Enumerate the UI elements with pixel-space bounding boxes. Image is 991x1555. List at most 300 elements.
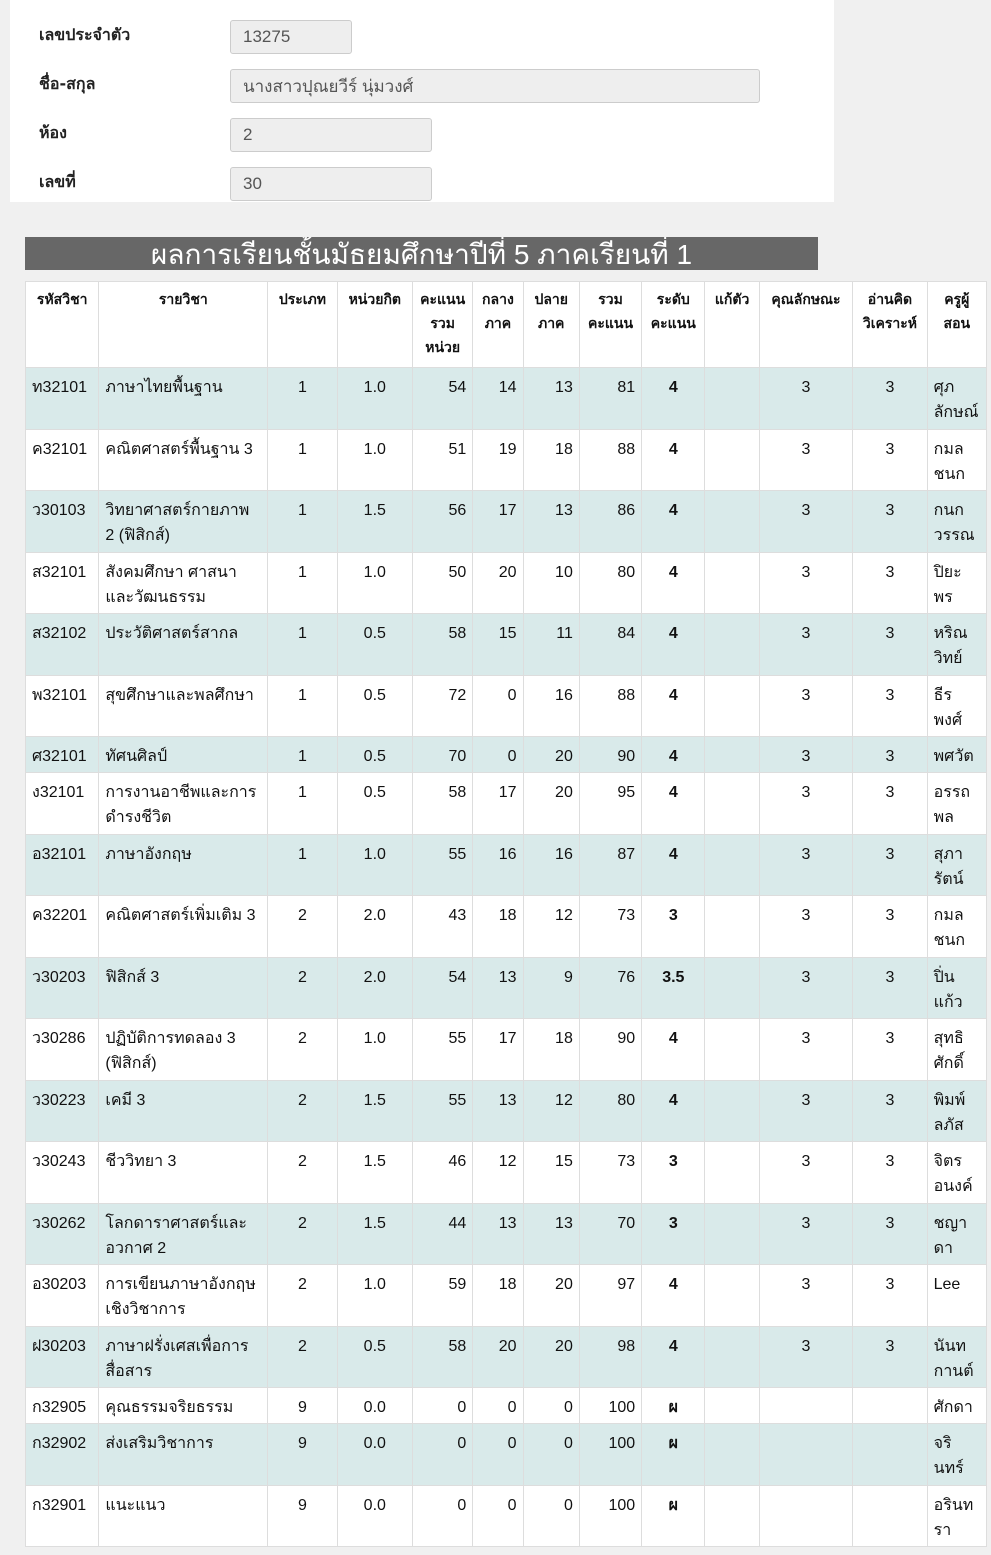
cell-final: 18 (523, 429, 579, 491)
cell-retake (705, 1388, 759, 1424)
cell-retake (705, 491, 759, 553)
cell-total: 80 (579, 552, 641, 614)
cell-retake (705, 552, 759, 614)
cell-type: 1 (268, 368, 337, 430)
cell-character: 3 (759, 552, 852, 614)
cell-code: ค32201 (26, 896, 99, 958)
cell-midterm: 16 (473, 834, 523, 896)
cell-midterm: 13 (473, 1203, 523, 1265)
cell-final: 20 (523, 737, 579, 773)
grades-table-container (25, 281, 987, 1547)
cell-retake (705, 368, 759, 430)
cell-retake (705, 1019, 759, 1081)
cell-grade: 4 (642, 1019, 705, 1081)
cell-total: 95 (579, 773, 641, 835)
col-header-reading: อ่านคิดวิเคราะห์ (853, 282, 927, 368)
cell-final: 20 (523, 1326, 579, 1388)
cell-total: 88 (579, 675, 641, 737)
cell-subject: วิทยาศาสตร์กายภาพ 2 (ฟิสิกส์) (99, 491, 268, 553)
cell-unit-score: 56 (413, 491, 473, 553)
cell-teacher: ปิยะพร (927, 552, 986, 614)
cell-type: 2 (268, 1203, 337, 1265)
cell-total: 100 (579, 1424, 641, 1486)
cell-type: 1 (268, 834, 337, 896)
cell-unit-score: 46 (413, 1142, 473, 1204)
cell-type: 9 (268, 1388, 337, 1424)
cell-type: 2 (268, 1019, 337, 1081)
grades-table (25, 281, 987, 1547)
cell-midterm: 17 (473, 1019, 523, 1081)
cell-type: 2 (268, 1265, 337, 1327)
cell-total: 70 (579, 1203, 641, 1265)
cell-total: 90 (579, 737, 641, 773)
table-row (26, 368, 987, 430)
cell-total: 100 (579, 1388, 641, 1424)
cell-code: ว30243 (26, 1142, 99, 1204)
cell-code: ส32102 (26, 614, 99, 676)
cell-subject: คณิตศาสตร์พื้นฐาน 3 (99, 429, 268, 491)
cell-grade: 4 (642, 1265, 705, 1327)
cell-code: ก32901 (26, 1485, 99, 1547)
cell-character: 3 (759, 834, 852, 896)
table-row (26, 1203, 987, 1265)
cell-final: 20 (523, 773, 579, 835)
table-row (26, 675, 987, 737)
cell-reading: 3 (853, 1203, 927, 1265)
cell-type: 1 (268, 491, 337, 553)
cell-final: 13 (523, 491, 579, 553)
student-name-row (10, 67, 834, 107)
cell-unit-score: 54 (413, 368, 473, 430)
cell-final: 11 (523, 614, 579, 676)
cell-final: 12 (523, 1080, 579, 1142)
cell-unit-score: 58 (413, 1326, 473, 1388)
cell-grade: 4 (642, 834, 705, 896)
cell-subject: ส่งเสริมวิชาการ (99, 1424, 268, 1486)
cell-teacher: ธีรพงศ์ (927, 675, 986, 737)
cell-final: 10 (523, 552, 579, 614)
cell-grade: 4 (642, 491, 705, 553)
cell-total: 81 (579, 368, 641, 430)
number-row (10, 166, 834, 206)
cell-midterm: 0 (473, 1388, 523, 1424)
cell-type: 9 (268, 1424, 337, 1486)
cell-midterm: 15 (473, 614, 523, 676)
cell-character: 3 (759, 368, 852, 430)
cell-unit-score: 0 (413, 1388, 473, 1424)
cell-total: 88 (579, 429, 641, 491)
room-label: ห้อง (39, 123, 67, 142)
cell-reading: 3 (853, 1265, 927, 1327)
cell-grade: 4 (642, 552, 705, 614)
cell-reading (853, 1485, 927, 1547)
table-row (26, 1142, 987, 1204)
cell-retake (705, 1142, 759, 1204)
cell-total: 87 (579, 834, 641, 896)
cell-credit: 0.0 (337, 1424, 412, 1486)
cell-subject: ภาษาไทยพื้นฐาน (99, 368, 268, 430)
cell-subject: ฟิสิกส์ 3 (99, 957, 268, 1019)
cell-credit: 0.0 (337, 1485, 412, 1547)
cell-teacher: อรรถพล (927, 773, 986, 835)
table-header-row (26, 282, 987, 368)
cell-grade: ผ (642, 1424, 705, 1486)
cell-midterm: 20 (473, 552, 523, 614)
cell-code: ว30203 (26, 957, 99, 1019)
cell-midterm: 17 (473, 491, 523, 553)
cell-total: 100 (579, 1485, 641, 1547)
cell-reading: 3 (853, 1019, 927, 1081)
cell-reading (853, 1424, 927, 1486)
cell-midterm: 17 (473, 773, 523, 835)
cell-final: 16 (523, 834, 579, 896)
student-id-field[interactable] (230, 20, 352, 54)
cell-reading: 3 (853, 1326, 927, 1388)
cell-midterm: 20 (473, 1326, 523, 1388)
cell-subject: ภาษาฝรั่งเศสเพื่อการสื่อสาร (99, 1326, 268, 1388)
cell-final: 0 (523, 1388, 579, 1424)
table-row (26, 491, 987, 553)
cell-grade: 3 (642, 1203, 705, 1265)
cell-retake (705, 675, 759, 737)
table-row (26, 773, 987, 835)
cell-total: 86 (579, 491, 641, 553)
cell-teacher: อรินทรา (927, 1485, 986, 1547)
cell-character: 3 (759, 896, 852, 958)
cell-credit: 1.5 (337, 491, 412, 553)
cell-credit: 0.5 (337, 773, 412, 835)
cell-credit: 0.5 (337, 737, 412, 773)
cell-subject: การงานอาชีพและการดำรงชีวิต (99, 773, 268, 835)
cell-grade: 4 (642, 773, 705, 835)
cell-code: ว30103 (26, 491, 99, 553)
table-row (26, 1019, 987, 1081)
cell-character (759, 1485, 852, 1547)
cell-subject: โลกดาราศาสตร์และอวกาศ 2 (99, 1203, 268, 1265)
number-field[interactable] (230, 167, 432, 201)
table-row (26, 896, 987, 958)
cell-reading: 3 (853, 1080, 927, 1142)
cell-code: ท32101 (26, 368, 99, 430)
cell-retake (705, 614, 759, 676)
cell-teacher: กมลชนก (927, 896, 986, 958)
cell-credit: 0.0 (337, 1388, 412, 1424)
cell-type: 1 (268, 614, 337, 676)
table-row (26, 957, 987, 1019)
cell-unit-score: 58 (413, 773, 473, 835)
cell-character: 3 (759, 773, 852, 835)
cell-type: 2 (268, 1080, 337, 1142)
cell-subject: ชีววิทยา 3 (99, 1142, 268, 1204)
cell-reading: 3 (853, 368, 927, 430)
cell-total: 80 (579, 1080, 641, 1142)
cell-retake (705, 429, 759, 491)
cell-final: 15 (523, 1142, 579, 1204)
cell-final: 18 (523, 1019, 579, 1081)
cell-character: 3 (759, 1203, 852, 1265)
cell-teacher: พศวัต (927, 737, 986, 773)
cell-grade: ผ (642, 1485, 705, 1547)
cell-total: 73 (579, 896, 641, 958)
cell-total: 90 (579, 1019, 641, 1081)
cell-unit-score: 55 (413, 834, 473, 896)
cell-code: ส32101 (26, 552, 99, 614)
number-label: เลขที่ (39, 172, 76, 191)
table-row (26, 1265, 987, 1327)
cell-teacher: ชญาดา (927, 1203, 986, 1265)
cell-character: 3 (759, 1019, 852, 1081)
cell-teacher: หริณวิทย์ (927, 614, 986, 676)
cell-type: 2 (268, 1142, 337, 1204)
cell-midterm: 0 (473, 1424, 523, 1486)
cell-teacher: สุภารัตน์ (927, 834, 986, 896)
cell-teacher: สุทธิศักดิ์ (927, 1019, 986, 1081)
cell-unit-score: 0 (413, 1424, 473, 1486)
cell-grade: 4 (642, 429, 705, 491)
cell-teacher: ศุภลักษณ์ (927, 368, 986, 430)
cell-code: ค32101 (26, 429, 99, 491)
cell-grade: 4 (642, 737, 705, 773)
cell-grade: 4 (642, 1080, 705, 1142)
cell-retake (705, 737, 759, 773)
cell-credit: 0.5 (337, 614, 412, 676)
cell-teacher: ศักดา (927, 1388, 986, 1424)
cell-credit: 1.0 (337, 429, 412, 491)
cell-reading: 3 (853, 429, 927, 491)
cell-midterm: 0 (473, 1485, 523, 1547)
cell-midterm: 14 (473, 368, 523, 430)
table-row (26, 1388, 987, 1424)
cell-teacher: Lee (927, 1265, 986, 1327)
cell-unit-score: 50 (413, 552, 473, 614)
cell-type: 2 (268, 896, 337, 958)
col-header-unit-score: คะแนนรวมหน่วย (413, 282, 473, 368)
cell-type: 2 (268, 957, 337, 1019)
cell-retake (705, 1424, 759, 1486)
table-row (26, 1326, 987, 1388)
cell-character: 3 (759, 491, 852, 553)
cell-credit: 1.5 (337, 1203, 412, 1265)
cell-midterm: 13 (473, 1080, 523, 1142)
cell-grade: 4 (642, 614, 705, 676)
cell-subject: ภาษาอังกฤษ (99, 834, 268, 896)
student-id-row (10, 18, 834, 58)
cell-grade: 4 (642, 368, 705, 430)
cell-unit-score: 55 (413, 1080, 473, 1142)
col-header-grade: ระดับคะแนน (642, 282, 705, 368)
cell-type: 1 (268, 429, 337, 491)
cell-unit-score: 59 (413, 1265, 473, 1327)
cell-credit: 1.0 (337, 1019, 412, 1081)
report-title: ผลการเรียนชั้นมัธยมศึกษาปีที่ 5 ภาคเรียนที่ 1 (25, 237, 818, 270)
cell-retake (705, 1080, 759, 1142)
room-field[interactable] (230, 118, 432, 152)
cell-reading: 3 (853, 614, 927, 676)
cell-midterm: 19 (473, 429, 523, 491)
cell-character: 3 (759, 957, 852, 1019)
cell-final: 16 (523, 675, 579, 737)
cell-unit-score: 54 (413, 957, 473, 1019)
table-row (26, 429, 987, 491)
cell-code: ว30223 (26, 1080, 99, 1142)
cell-reading (853, 1388, 927, 1424)
cell-subject: การเขียนภาษาอังกฤษเชิงวิชาการ (99, 1265, 268, 1327)
cell-teacher: จิตรอนงค์ (927, 1142, 986, 1204)
col-header-final: ปลายภาค (523, 282, 579, 368)
cell-reading: 3 (853, 552, 927, 614)
cell-unit-score: 43 (413, 896, 473, 958)
cell-total: 84 (579, 614, 641, 676)
cell-teacher: กนกวรรณ (927, 491, 986, 553)
cell-retake (705, 834, 759, 896)
cell-credit: 1.0 (337, 368, 412, 430)
cell-character: 3 (759, 429, 852, 491)
cell-unit-score: 70 (413, 737, 473, 773)
cell-credit: 0.5 (337, 675, 412, 737)
table-body (26, 368, 987, 1547)
room-row (10, 117, 834, 157)
cell-unit-score: 0 (413, 1485, 473, 1547)
cell-credit: 2.0 (337, 957, 412, 1019)
cell-code: อ32101 (26, 834, 99, 896)
cell-total: 98 (579, 1326, 641, 1388)
cell-retake (705, 1326, 759, 1388)
cell-grade: ผ (642, 1388, 705, 1424)
col-header-character: คุณลักษณะ (759, 282, 852, 368)
cell-subject: คุณธรรมจริยธรรม (99, 1388, 268, 1424)
cell-code: ศ32101 (26, 737, 99, 773)
cell-subject: คณิตศาสตร์เพิ่มเติม 3 (99, 896, 268, 958)
cell-subject: เคมี 3 (99, 1080, 268, 1142)
cell-final: 20 (523, 1265, 579, 1327)
cell-subject: ปฏิบัติการทดลอง 3 (ฟิสิกส์) (99, 1019, 268, 1081)
cell-character: 3 (759, 737, 852, 773)
cell-retake (705, 896, 759, 958)
table-row (26, 834, 987, 896)
cell-code: ก32905 (26, 1388, 99, 1424)
cell-unit-score: 58 (413, 614, 473, 676)
cell-type: 1 (268, 675, 337, 737)
cell-type: 1 (268, 737, 337, 773)
cell-total: 73 (579, 1142, 641, 1204)
cell-grade: 3 (642, 896, 705, 958)
cell-reading: 3 (853, 491, 927, 553)
cell-character: 3 (759, 1142, 852, 1204)
cell-grade: 4 (642, 1326, 705, 1388)
cell-subject: แนะแนว (99, 1485, 268, 1547)
cell-retake (705, 957, 759, 1019)
cell-retake (705, 1203, 759, 1265)
cell-teacher: จรินทร์ (927, 1424, 986, 1486)
cell-grade: 4 (642, 675, 705, 737)
cell-credit: 1.0 (337, 552, 412, 614)
cell-final: 13 (523, 1203, 579, 1265)
cell-final: 0 (523, 1424, 579, 1486)
table-row (26, 1424, 987, 1486)
cell-code: ง32101 (26, 773, 99, 835)
cell-code: ว30262 (26, 1203, 99, 1265)
cell-reading: 3 (853, 834, 927, 896)
cell-credit: 1.0 (337, 834, 412, 896)
cell-midterm: 12 (473, 1142, 523, 1204)
cell-character: 3 (759, 1326, 852, 1388)
cell-retake (705, 773, 759, 835)
cell-midterm: 0 (473, 675, 523, 737)
cell-retake (705, 1485, 759, 1547)
cell-subject: ทัศนศิลป์ (99, 737, 268, 773)
cell-character (759, 1388, 852, 1424)
cell-credit: 0.5 (337, 1326, 412, 1388)
cell-character (759, 1424, 852, 1486)
cell-code: พ32101 (26, 675, 99, 737)
cell-teacher: นันทกานต์ (927, 1326, 986, 1388)
cell-teacher: กมลชนก (927, 429, 986, 491)
cell-reading: 3 (853, 773, 927, 835)
col-header-credit: หน่วยกิต (337, 282, 412, 368)
cell-total: 97 (579, 1265, 641, 1327)
cell-credit: 1.0 (337, 1265, 412, 1327)
cell-reading: 3 (853, 675, 927, 737)
cell-final: 0 (523, 1485, 579, 1547)
student-name-field[interactable] (230, 69, 760, 103)
cell-unit-score: 72 (413, 675, 473, 737)
cell-character: 3 (759, 675, 852, 737)
cell-retake (705, 1265, 759, 1327)
cell-type: 9 (268, 1485, 337, 1547)
cell-subject: สุขศึกษาและพลศึกษา (99, 675, 268, 737)
table-row (26, 1485, 987, 1547)
cell-unit-score: 44 (413, 1203, 473, 1265)
cell-type: 1 (268, 552, 337, 614)
cell-type: 1 (268, 773, 337, 835)
cell-type: 2 (268, 1326, 337, 1388)
cell-credit: 2.0 (337, 896, 412, 958)
student-info-panel (10, 0, 834, 202)
table-row (26, 737, 987, 773)
cell-grade: 3 (642, 1142, 705, 1204)
cell-total: 76 (579, 957, 641, 1019)
cell-final: 13 (523, 368, 579, 430)
cell-final: 9 (523, 957, 579, 1019)
cell-grade: 3.5 (642, 957, 705, 1019)
col-header-teacher: ครูผู้สอน (927, 282, 986, 368)
cell-teacher: พิมพ์ลภัส (927, 1080, 986, 1142)
cell-unit-score: 51 (413, 429, 473, 491)
cell-unit-score: 55 (413, 1019, 473, 1081)
student-id-label: เลขประจำตัว (39, 25, 131, 44)
cell-credit: 1.5 (337, 1142, 412, 1204)
col-header-type: ประเภท (268, 282, 337, 368)
student-name-label: ชื่อ-สกุล (39, 74, 96, 93)
col-header-code: รหัสวิชา (26, 282, 99, 368)
col-header-total: รวมคะแนน (579, 282, 641, 368)
cell-code: ก32902 (26, 1424, 99, 1486)
cell-reading: 3 (853, 957, 927, 1019)
col-header-subject: รายวิชา (99, 282, 268, 368)
cell-subject: ประวัติศาสตร์สากล (99, 614, 268, 676)
cell-code: อ30203 (26, 1265, 99, 1327)
cell-code: ว30286 (26, 1019, 99, 1081)
cell-final: 12 (523, 896, 579, 958)
cell-reading: 3 (853, 737, 927, 773)
col-header-midterm: กลางภาค (473, 282, 523, 368)
cell-reading: 3 (853, 1142, 927, 1204)
cell-midterm: 13 (473, 957, 523, 1019)
cell-reading: 3 (853, 896, 927, 958)
cell-midterm: 18 (473, 896, 523, 958)
cell-midterm: 0 (473, 737, 523, 773)
cell-character: 3 (759, 1265, 852, 1327)
